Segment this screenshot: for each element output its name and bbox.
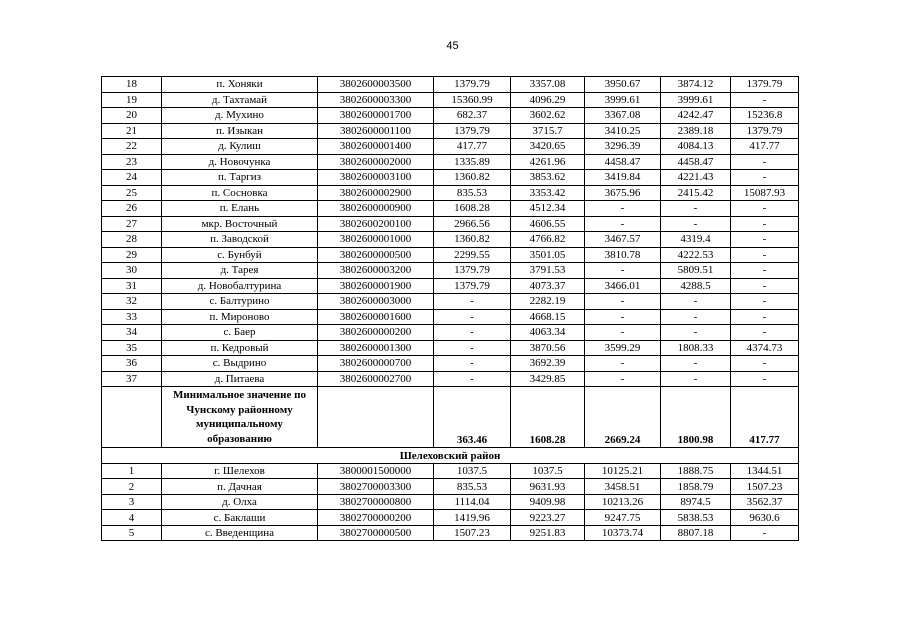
table-cell: 20 [102,108,162,124]
table-cell: 5809.51 [661,263,731,279]
table-cell: 1379.79 [434,123,511,139]
table-cell: п. Мироново [162,309,318,325]
table-cell: 3458.51 [585,479,661,495]
table-cell: 3802600001000 [318,232,434,248]
table-cell: - [731,216,799,232]
table-cell: 24 [102,170,162,186]
table-cell: 4458.47 [585,154,661,170]
table-cell: 3 [102,494,162,510]
table-cell: п. Елань [162,201,318,217]
table-cell: 9247.75 [585,510,661,526]
table-cell: 3874.12 [661,77,731,93]
table-cell: - [585,325,661,341]
table-cell: с. Балтурино [162,294,318,310]
table-cell: 3802600200100 [318,216,434,232]
table-cell: 3802600000900 [318,201,434,217]
table-row [102,108,799,124]
summary-value: 2669.24 [585,387,661,448]
table-cell: 3802600003000 [318,294,434,310]
table-cell: 1344.51 [731,463,799,479]
table-cell: 4096.29 [511,92,585,108]
table-cell: 3599.29 [585,340,661,356]
table-cell: 3870.56 [511,340,585,356]
table-cell: 3466.01 [585,278,661,294]
table-cell: 3802600003300 [318,92,434,108]
table-cell: с. Баклаши [162,510,318,526]
table-cell: 3800001500000 [318,463,434,479]
table-cell: 3296.39 [585,139,661,155]
table-cell: 1 [102,463,162,479]
table-cell: 4374.73 [731,340,799,356]
table-cell: 2 [102,479,162,495]
district-title: Шелеховский район [102,448,799,464]
table-cell: 3802700003300 [318,479,434,495]
table-cell: 19 [102,92,162,108]
table-cell: 4766.82 [511,232,585,248]
table-cell: 3429.85 [511,371,585,387]
table-cell: 9251.83 [511,525,585,541]
table-cell: 25 [102,185,162,201]
table-cell: 4668.15 [511,309,585,325]
table-cell: 18 [102,77,162,93]
table-row [102,123,799,139]
table-cell: с. Бунбуй [162,247,318,263]
table-cell: 3802600003200 [318,263,434,279]
table-cell: 3802600000500 [318,247,434,263]
table-row [102,278,799,294]
table-cell: 3367.08 [585,108,661,124]
table-cell: 417.77 [731,139,799,155]
table-row [102,479,799,495]
table-cell: - [731,294,799,310]
table-cell: - [731,371,799,387]
table-body-chunsky [102,77,799,387]
table-row [102,247,799,263]
table-cell: 3419.84 [585,170,661,186]
table-cell: 2299.55 [434,247,511,263]
table-row [102,263,799,279]
table-row [102,294,799,310]
table-cell: 3802600001900 [318,278,434,294]
table-row [102,139,799,155]
table-cell: - [434,309,511,325]
table-row [102,325,799,341]
table-cell: 15236.8 [731,108,799,124]
table-cell: - [731,154,799,170]
table-cell: - [585,371,661,387]
table-cell: - [434,356,511,372]
table-cell: - [661,294,731,310]
table-cell: - [731,309,799,325]
table-cell: 8974.5 [661,494,731,510]
table-row [102,494,799,510]
summary-label: Минимальное значение по Чунскому районному муниципальному образованию [162,387,318,448]
table-cell: - [661,309,731,325]
table-cell: 3802600001600 [318,309,434,325]
table-cell: 5838.53 [661,510,731,526]
table-cell: 37 [102,371,162,387]
table-cell: 3467.57 [585,232,661,248]
table-cell: 33 [102,309,162,325]
table-cell: - [731,232,799,248]
summary-section [102,387,799,464]
table-cell: 10373.74 [585,525,661,541]
table-cell: 417.77 [434,139,511,155]
table-cell: 1360.82 [434,170,511,186]
table-cell: д. Новобалтурина [162,278,318,294]
table-cell: 1379.79 [434,77,511,93]
table-cell: 1507.23 [731,479,799,495]
table-cell: - [731,278,799,294]
table-cell: 3999.61 [661,92,731,108]
table-cell: с. Баер [162,325,318,341]
table-cell: 32 [102,294,162,310]
table-cell: 3802700000800 [318,494,434,510]
summary-number-cell [102,387,162,448]
table-cell: 4084.13 [661,139,731,155]
table-cell: д. Мухино [162,108,318,124]
table-cell: 3802600002700 [318,371,434,387]
table-cell: мкр. Восточный [162,216,318,232]
table-cell: 3692.39 [511,356,585,372]
table-cell: - [731,201,799,217]
table-cell: - [661,371,731,387]
table-cell: 3802600003500 [318,77,434,93]
table-cell: 1379.79 [731,123,799,139]
table-cell: - [661,201,731,217]
table-cell: 1360.82 [434,232,511,248]
table-cell: - [434,340,511,356]
table-cell: 3802600001100 [318,123,434,139]
table-cell: 26 [102,201,162,217]
table-cell: г. Шелехов [162,463,318,479]
table-cell: 3675.96 [585,185,661,201]
table-cell: - [731,525,799,541]
table-row [102,525,799,541]
table-row [102,154,799,170]
table-cell: - [585,216,661,232]
table-body-shelekhovsky [102,463,799,541]
data-table [101,76,799,541]
table-cell: 1379.79 [731,77,799,93]
table-row [102,510,799,526]
table-cell: - [434,371,511,387]
table-cell: 34 [102,325,162,341]
table-row [102,371,799,387]
table-cell: 3802600002000 [318,154,434,170]
table-cell: 1419.96 [434,510,511,526]
table-cell: 36 [102,356,162,372]
table-cell: 3802600003100 [318,170,434,186]
table-cell: 3999.61 [585,92,661,108]
table-cell: 4606.55 [511,216,585,232]
table-cell: д. Новочунка [162,154,318,170]
table-cell: 3950.67 [585,77,661,93]
table-cell: с. Выдрино [162,356,318,372]
table-cell: 1379.79 [434,263,511,279]
summary-row [102,387,799,448]
table-cell: 8807.18 [661,525,731,541]
table-row [102,463,799,479]
table-cell: 29 [102,247,162,263]
table-cell: 1808.33 [661,340,731,356]
table-cell: 4 [102,510,162,526]
table-cell: п. Кедровый [162,340,318,356]
table-cell: 22 [102,139,162,155]
table-row [102,170,799,186]
table-cell: 10125.21 [585,463,661,479]
table-cell: 4222.53 [661,247,731,263]
table-cell: 3802700000500 [318,525,434,541]
table-cell: 4242.47 [661,108,731,124]
table-cell: 1037.5 [434,463,511,479]
table-cell: 3715.7 [511,123,585,139]
table-cell: - [731,263,799,279]
table-cell: - [731,92,799,108]
table-cell: 3802600001400 [318,139,434,155]
table-cell: п. Сосновка [162,185,318,201]
summary-value: 1608.28 [511,387,585,448]
table-cell: 4458.47 [661,154,731,170]
table-cell: п. Дачная [162,479,318,495]
table-cell: 15087.93 [731,185,799,201]
table-cell: 31 [102,278,162,294]
table-cell: 27 [102,216,162,232]
table-row [102,340,799,356]
table-cell: - [661,356,731,372]
table-cell: 1335.89 [434,154,511,170]
table-cell: 3562.37 [731,494,799,510]
table-cell: 2389.18 [661,123,731,139]
table-cell: 2966.56 [434,216,511,232]
table-cell: 9630.6 [731,510,799,526]
table-cell: 3420.65 [511,139,585,155]
table-cell: 1858.79 [661,479,731,495]
table-cell: 4073.37 [511,278,585,294]
table-cell: 4288.5 [661,278,731,294]
table-cell: 10213.26 [585,494,661,510]
table-cell: 835.53 [434,479,511,495]
table-cell: 3791.53 [511,263,585,279]
summary-value: 1800.98 [661,387,731,448]
table-cell: д. Питаева [162,371,318,387]
table-cell: 1608.28 [434,201,511,217]
table-cell: 1037.5 [511,463,585,479]
table-cell: 3810.78 [585,247,661,263]
table-cell: 23 [102,154,162,170]
table-row [102,92,799,108]
table-row [102,309,799,325]
table-row [102,232,799,248]
table-cell: п. Изыкан [162,123,318,139]
table-cell: 3353.42 [511,185,585,201]
table-row [102,77,799,93]
table-cell: 3802600000700 [318,356,434,372]
table-cell: - [585,263,661,279]
summary-value: 417.77 [731,387,799,448]
table-cell: 3802600001700 [318,108,434,124]
table-cell: 21 [102,123,162,139]
table-cell: 4319.4 [661,232,731,248]
table-cell: - [585,201,661,217]
table-cell: - [585,294,661,310]
table-cell: - [731,325,799,341]
table-cell: 5 [102,525,162,541]
table-cell: - [731,356,799,372]
table-cell: 3802700000200 [318,510,434,526]
table-row [102,216,799,232]
table-cell: 835.53 [434,185,511,201]
table-cell: 4221.43 [661,170,731,186]
table-cell: 9223.27 [511,510,585,526]
table-cell: 4261.96 [511,154,585,170]
table-cell: - [585,356,661,372]
table-cell: 2415.42 [661,185,731,201]
table-cell: 3853.62 [511,170,585,186]
table-cell: 1114.04 [434,494,511,510]
table-cell: 682.37 [434,108,511,124]
summary-code-cell [318,387,434,448]
table-cell: 3802600001300 [318,340,434,356]
table-cell: 28 [102,232,162,248]
table-cell: п. Заводской [162,232,318,248]
table-cell: 1507.23 [434,525,511,541]
table-cell: д. Олха [162,494,318,510]
table-cell: д. Тарея [162,263,318,279]
table-row [102,201,799,217]
table-cell: 9631.93 [511,479,585,495]
table-cell: п. Таргиз [162,170,318,186]
table-cell: 3501.05 [511,247,585,263]
table-cell: п. Хоняки [162,77,318,93]
table-cell: - [731,170,799,186]
table-cell: 35 [102,340,162,356]
table-cell: 3410.25 [585,123,661,139]
page-number: 45 [446,40,459,52]
table-cell: 3357.08 [511,77,585,93]
table-row [102,185,799,201]
table-cell: 3802600002900 [318,185,434,201]
table-cell: 3802600000200 [318,325,434,341]
table-cell: 4512.34 [511,201,585,217]
table-cell: 9409.98 [511,494,585,510]
table-cell: 1888.75 [661,463,731,479]
table-cell: - [434,325,511,341]
table-cell: 3602.62 [511,108,585,124]
table-cell: - [661,216,731,232]
table-cell: с. Введенщина [162,525,318,541]
table-cell: 1379.79 [434,278,511,294]
table-cell: 2282.19 [511,294,585,310]
table-row [102,356,799,372]
summary-value: 363.46 [434,387,511,448]
table-cell: д. Тахтамай [162,92,318,108]
table-cell: - [661,325,731,341]
table-cell: - [585,309,661,325]
district-header-row [102,448,799,464]
table-cell: 4063.34 [511,325,585,341]
table-cell: д. Кулиш [162,139,318,155]
table-cell: 30 [102,263,162,279]
table-cell: - [434,294,511,310]
table-cell: 15360.99 [434,92,511,108]
table-cell: - [731,247,799,263]
